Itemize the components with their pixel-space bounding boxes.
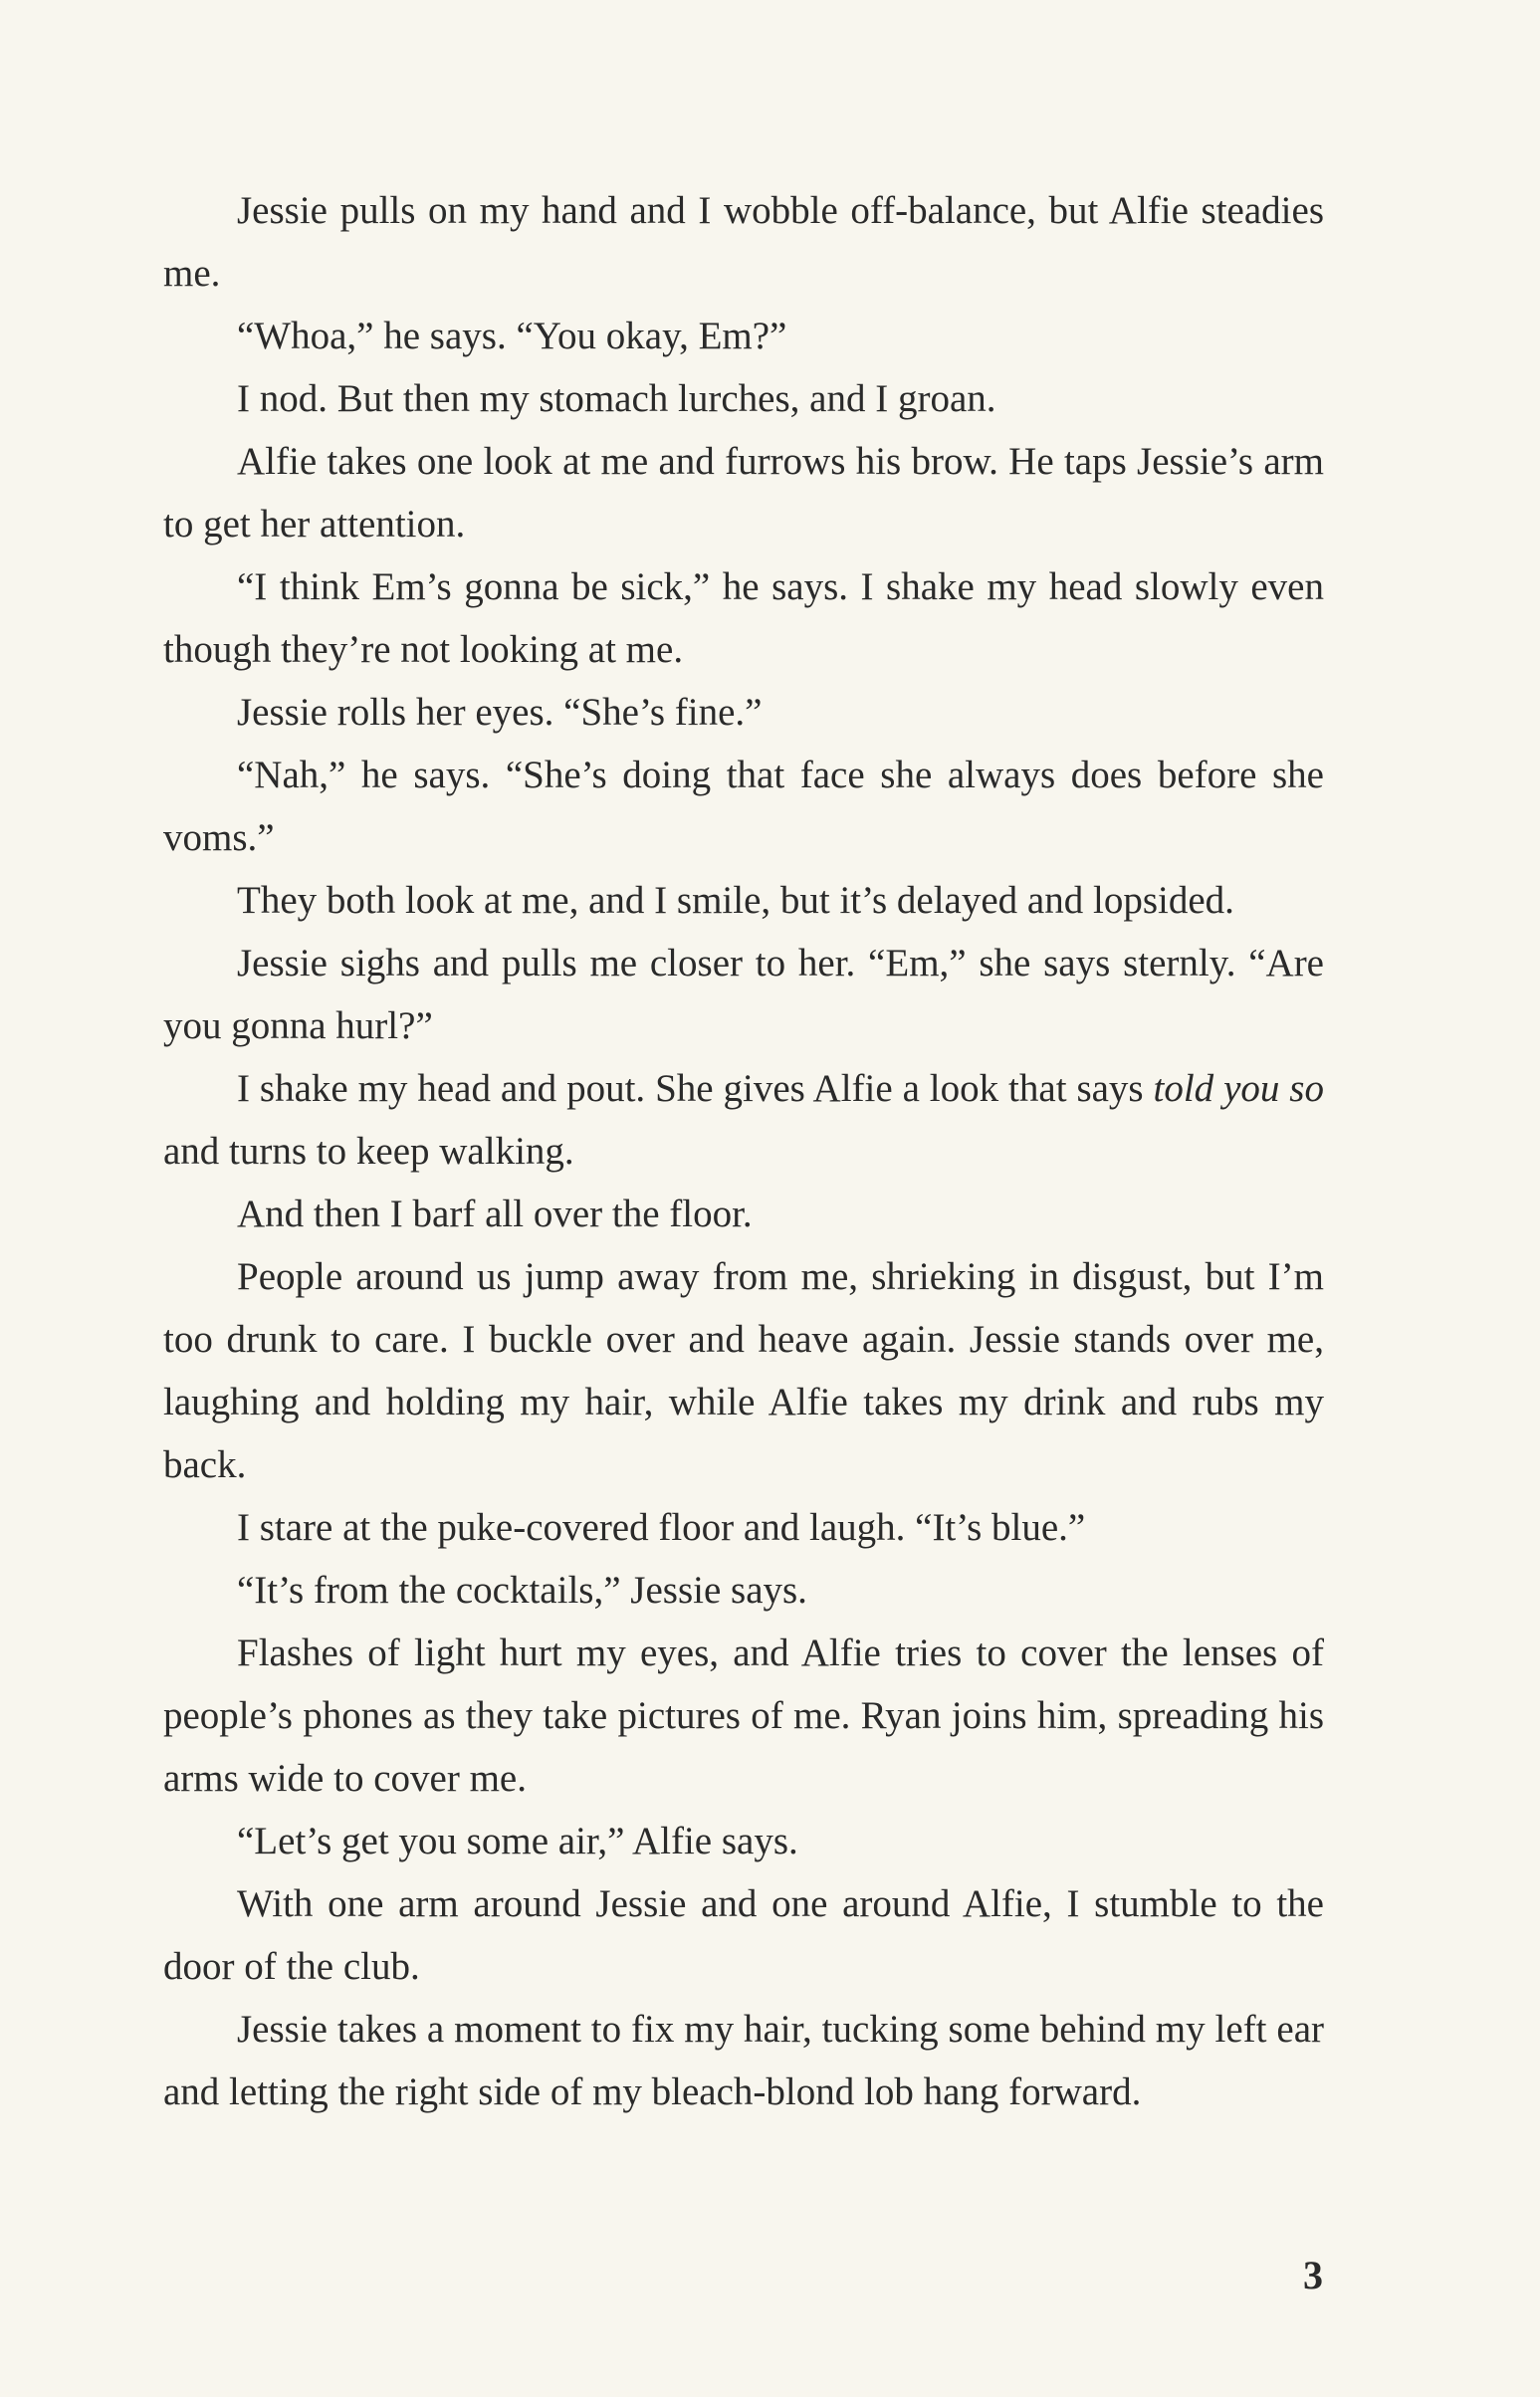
- paragraph-2: “Whoa,” he says. “You okay, Em?”: [237, 315, 787, 357]
- paragraph-10: [163, 1057, 1324, 1183]
- paragraph-1: Jessie pulls on my hand and I wobble off-balance, but Alfie steadies me.: [163, 189, 1324, 295]
- paragraph-10-lead: I shake my head and pout. She gives Alfie a look that says: [237, 1067, 1154, 1110]
- paragraph-18: Jessie takes a moment to fix my hair, tucking some behind my left ear and letting the right side of my bleach-blond lob hang forward.: [163, 2008, 1324, 2113]
- paragraph-5: “I think Em’s gonna be sick,” he says. I shake my head slowly even though they’re not looking at me.: [163, 565, 1324, 671]
- paragraph-9: Jessie sighs and pulls me closer to her. “Em,” she says sternly. “Are you gonna hurl?”: [163, 942, 1324, 1047]
- paragraph-13: I stare at the puke-covered floor and laugh. “It’s blue.”: [237, 1506, 1086, 1549]
- paragraph-7: “Nah,” he says. “She’s doing that face she always does before she voms.”: [163, 754, 1324, 859]
- paragraph-15: Flashes of light hurt my eyes, and Alfie tries to cover the lenses of people’s phones as they take pictures of me. Ryan joins him, spreading his arms wide to cover me.: [163, 1632, 1324, 1800]
- paragraph-8: They both look at me, and I smile, but it’s delayed and lopsided.: [237, 879, 1234, 922]
- paragraph-6: Jessie rolls her eyes. “She’s fine.”: [237, 691, 763, 734]
- paragraph-10-tail: and turns to keep walking.: [163, 1130, 574, 1173]
- paragraph-3: I nod. But then my stomach lurches, and I groan.: [237, 377, 996, 420]
- paragraph-16: “Let’s get you some air,” Alfie says.: [237, 1820, 798, 1862]
- paragraph-4: Alfie takes one look at me and furrows his brow. He taps Jessie’s arm to get her attention.: [163, 440, 1324, 545]
- paragraph-11: And then I barf all over the floor.: [237, 1193, 753, 1235]
- paragraph-12: People around us jump away from me, shrieking in disgust, but I’m too drunk to care. I buckle over and heave again. Jessie stands over me, laughing and holding my hair, while Alfie takes my drink and rubs my back.: [163, 1255, 1324, 1486]
- paragraph-10-italic: told you so: [1153, 1067, 1324, 1110]
- page-body: [163, 179, 1324, 2123]
- paragraph-14: “It’s from the cocktails,” Jessie says.: [237, 1569, 807, 1612]
- paragraph-17: With one arm around Jessie and one around Alfie, I stumble to the door of the club.: [163, 1882, 1324, 1988]
- page-number: 3: [1303, 2253, 1323, 2297]
